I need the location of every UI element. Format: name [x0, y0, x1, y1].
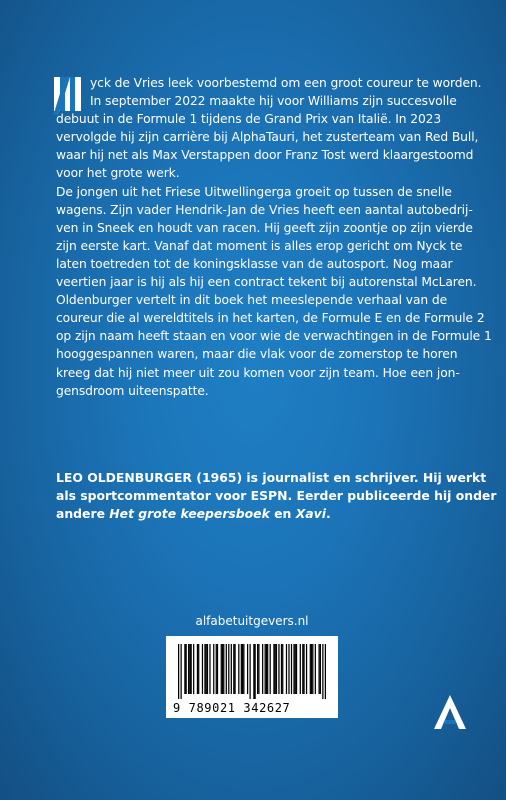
barcode-bar	[181, 644, 182, 699]
blurb-text	[56, 74, 492, 400]
blurb-line: vervolgde hij zijn carrière bij AlphaTauri, het zusterteam van Red Bull,	[56, 130, 479, 145]
barcode-bar	[184, 644, 185, 694]
author-bio-text: en	[269, 506, 296, 521]
blurb-line: hooggespannen waren, maar die vlak voor de zomerstop te horen	[56, 347, 458, 362]
barcode-bar	[247, 644, 248, 694]
barcode-bar	[296, 644, 297, 694]
blurb-line: wagens. Zijn vader Hendrik-Jan de Vries heeft een aantal autobedrij-	[56, 202, 473, 217]
barcode-bar	[223, 644, 224, 694]
barcode-bar	[273, 644, 274, 694]
author-bio-line: als sportcommentator voor ESPN. Eerder publiceerde hij onder	[56, 488, 497, 503]
blurb-line: In september 2022 maakte hij voor Williams zijn succesvolle	[90, 94, 457, 109]
blurb-line: ven in Sneek en houdt van racen. Hij geeft zijn zoontje op zijn vierde	[56, 220, 473, 235]
barcode-bar	[315, 644, 316, 694]
barcode-bar	[238, 644, 239, 694]
barcode-bar	[257, 644, 258, 694]
barcode-bar	[253, 644, 254, 699]
barcode-bar	[267, 644, 268, 694]
barcode-bar	[231, 644, 232, 694]
barcode-bar	[243, 644, 244, 694]
barcode-bar	[286, 644, 287, 694]
book-title: Het grote keepersboek	[109, 506, 270, 521]
barcode-bar	[241, 644, 242, 694]
barcode-bar	[226, 644, 227, 694]
barcode-bar	[302, 644, 303, 694]
author-bio-text: andere	[56, 506, 110, 521]
barcode-bar	[193, 644, 194, 694]
barcode-bar	[318, 644, 319, 694]
isbn-number: 9 789021 342627	[173, 701, 291, 715]
barcode-bar	[188, 644, 189, 694]
barcode-bar	[281, 644, 282, 694]
blurb-line: Oldenburger vertelt in dit boek het meeslepende verhaal van de	[56, 293, 448, 308]
isbn-barcode	[166, 636, 338, 718]
blurb-line: kreeg dat hij niet meer uit zou komen voor zijn team. Hoe een jon-	[56, 365, 460, 380]
blurb-line: zijn eerste kart. Vanaf dat moment is alles erop gericht om Nyck te	[56, 238, 463, 253]
barcode-bar	[222, 644, 223, 694]
blurb-line: coureur die al wereldtitels in het karten, de Formule E en de Formule 2	[56, 311, 485, 326]
barcode-bar	[197, 644, 198, 694]
blurb-line: veertien jaar is hij als hij een contract tekent bij autorenstal McLaren.	[56, 275, 477, 290]
blurb-line: laten toetreden tot de koningsklasse van de autosport. Nog maar	[56, 256, 453, 271]
publisher-url[interactable]: alfabetuitgevers.nl	[195, 614, 309, 628]
author-bio-line	[56, 505, 496, 523]
author-bio-text: .	[325, 506, 331, 521]
barcode-bar	[311, 644, 312, 694]
barcode-bar	[233, 644, 234, 694]
barcode-bar	[291, 644, 292, 694]
barcode-bar	[300, 644, 301, 694]
barcode-bar	[255, 644, 256, 699]
barcode-bar	[320, 644, 321, 694]
barcode-bar	[303, 644, 304, 694]
barcode-bar	[221, 644, 222, 694]
barcode-bar	[198, 644, 199, 694]
blurb-line: gensdroom uiteenspatte.	[56, 383, 209, 398]
barcode-bar	[295, 644, 296, 694]
barcode-bar	[217, 644, 218, 694]
barcode-bar	[202, 644, 203, 694]
barcode-bar	[204, 644, 205, 694]
book-title: Xavi	[295, 506, 326, 521]
barcode-bar	[213, 644, 214, 694]
barcode-bar	[206, 644, 207, 694]
author-bio-line: LEO OLDENBURGER (1965) is journalist en schrijver. Hij werkt	[56, 470, 487, 485]
alfabet-logo-icon	[432, 693, 468, 731]
barcode-bar	[288, 644, 289, 694]
barcode-bar	[266, 644, 267, 694]
barcode-bar	[178, 644, 179, 699]
barcode-bar	[242, 644, 243, 694]
barcode-bar	[189, 644, 190, 694]
barcode-bar	[322, 644, 323, 699]
blurb-line: debuut in de Formule 1 tijdens de Grand Prix van Italië. In 2023	[56, 112, 442, 127]
barcode-bar	[207, 644, 208, 694]
barcode-bar	[186, 644, 187, 694]
barcode-bar	[216, 644, 217, 694]
barcode-bar	[310, 644, 311, 694]
blurb-line: De jongen uit het Friese Uitwellingerga groeit op tussen de snelle	[56, 184, 452, 199]
barcode-bar	[209, 644, 210, 694]
author-bio	[56, 469, 496, 523]
barcode-bar	[306, 644, 307, 694]
barcode-bar	[258, 644, 259, 694]
blurb-line: waar hij net als Max Verstappen door Franz Tost werd klaargestoomd	[56, 148, 474, 163]
barcode-bar	[265, 644, 266, 694]
barcode-bar	[278, 644, 279, 694]
barcode-bar	[270, 644, 271, 694]
blurb-line: voor het grote werk.	[56, 166, 180, 181]
barcode-bars	[178, 644, 326, 699]
barcode-bar	[262, 644, 263, 694]
barcode-bar	[275, 644, 276, 694]
barcode-bar	[293, 644, 294, 694]
barcode-bar	[249, 644, 250, 699]
barcode-bar	[191, 644, 192, 694]
blurb-line: op zijn naam heeft staan en voor wie de verwachtingen in de Formule 1	[56, 329, 492, 344]
barcode-bar	[234, 644, 235, 694]
barcode-bar	[312, 644, 313, 694]
barcode-bar	[325, 644, 326, 699]
blurb-line: yck de Vries leek voorbestemd om een groot coureur te worden.	[90, 76, 482, 90]
barcode-bar	[228, 644, 229, 694]
barcode-bar	[276, 644, 277, 694]
barcode-bar	[282, 644, 283, 694]
